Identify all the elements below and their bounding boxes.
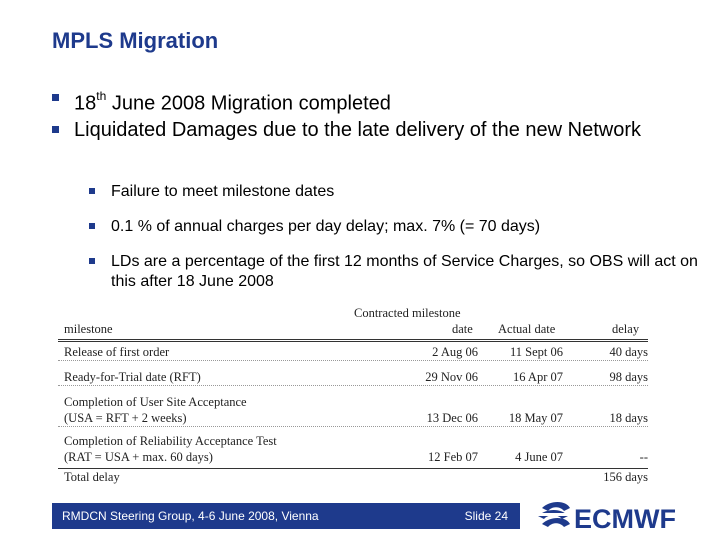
cell-milestone bbox=[58, 394, 398, 426]
table-row bbox=[58, 385, 648, 426]
cell-milestone-line1: Completion of Reliability Acceptance Test bbox=[64, 434, 277, 448]
header-contracted-line1: Contracted milestone bbox=[354, 306, 461, 320]
table-row bbox=[58, 360, 648, 385]
cell-delay: 98 days bbox=[609, 370, 648, 384]
square-bullet-icon bbox=[89, 258, 95, 264]
sub-bullet bbox=[89, 182, 699, 202]
cell-milestone: Release of first order bbox=[64, 345, 170, 359]
square-bullet-icon bbox=[52, 126, 59, 133]
square-bullet-icon bbox=[89, 188, 95, 194]
slide-title: MPLS Migration bbox=[52, 28, 219, 53]
square-bullet-icon bbox=[89, 223, 95, 229]
bullet-migration-completed bbox=[52, 86, 692, 116]
cell-delay: -- bbox=[639, 450, 648, 464]
cell-actual: 16 Apr 07 bbox=[513, 370, 563, 384]
bullet-text: 18 bbox=[74, 92, 97, 115]
main-bullet-list bbox=[52, 86, 692, 144]
ecmwf-swirl-icon bbox=[536, 502, 576, 527]
slide-footer bbox=[0, 498, 720, 540]
bullet-liquidated-damages bbox=[52, 118, 692, 142]
total-label: Total delay bbox=[64, 470, 120, 484]
table-row bbox=[58, 426, 648, 465]
header-contracted-line2: date bbox=[452, 322, 473, 336]
ecmwf-logo bbox=[536, 498, 686, 534]
cell-contracted: 2 Aug 06 bbox=[432, 345, 478, 359]
sub-bullet-list bbox=[89, 182, 699, 307]
cell-delay: 40 days bbox=[609, 345, 648, 359]
cell-delay: 18 days bbox=[609, 411, 648, 425]
cell-milestone-line2: (USA = RFT + 2 weeks) bbox=[64, 411, 187, 425]
bullet-text: June 2008 Migration completed bbox=[106, 92, 391, 115]
cell-milestone-line1: Completion of User Site Acceptance bbox=[64, 395, 247, 409]
cell-milestone bbox=[58, 433, 398, 465]
cell-milestone-line2: (RAT = USA + max. 60 days) bbox=[64, 450, 213, 464]
total-delay: 156 days bbox=[603, 470, 648, 484]
table-header bbox=[58, 303, 648, 339]
cell-milestone: Ready-for-Trial date (RFT) bbox=[64, 370, 201, 384]
cell-contracted: 13 Dec 06 bbox=[426, 411, 478, 425]
bullet-text: Liquidated Damages due to the late delivery of the new Network bbox=[74, 118, 642, 141]
milestone-table bbox=[58, 303, 648, 485]
cell-actual: 18 May 07 bbox=[508, 411, 563, 425]
cell-actual: 4 June 07 bbox=[515, 450, 563, 464]
sub-bullet-text: Failure to meet milestone dates bbox=[111, 183, 335, 200]
header-actual-date: Actual date bbox=[498, 322, 556, 336]
sub-bullet-text: LDs are a percentage of the first 12 months of Service Charges, so OBS will act on this after 18 June 2008 bbox=[111, 253, 698, 290]
table-row bbox=[58, 342, 648, 360]
total-row bbox=[58, 469, 648, 485]
cell-contracted: 12 Feb 07 bbox=[428, 450, 478, 464]
logo-wordmark: ECMWF bbox=[574, 504, 676, 534]
header-delay: delay bbox=[612, 322, 640, 336]
sub-bullet-text: 0.1 % of annual charges per day delay; max. 7% (= 70 days) bbox=[111, 218, 541, 235]
footer-bar bbox=[52, 503, 520, 529]
bullet-superscript: th bbox=[96, 89, 107, 103]
cell-actual: 11 Sept 06 bbox=[509, 345, 563, 359]
footer-event-text: RMDCN Steering Group, 4-6 June 2008, Vienna bbox=[62, 509, 319, 523]
cell-contracted: 29 Nov 06 bbox=[425, 370, 478, 384]
square-bullet-icon bbox=[52, 94, 59, 101]
sub-bullet bbox=[89, 217, 699, 237]
sub-bullet bbox=[89, 252, 699, 292]
slide-number: Slide 24 bbox=[464, 509, 508, 523]
header-milestone: milestone bbox=[64, 322, 113, 336]
